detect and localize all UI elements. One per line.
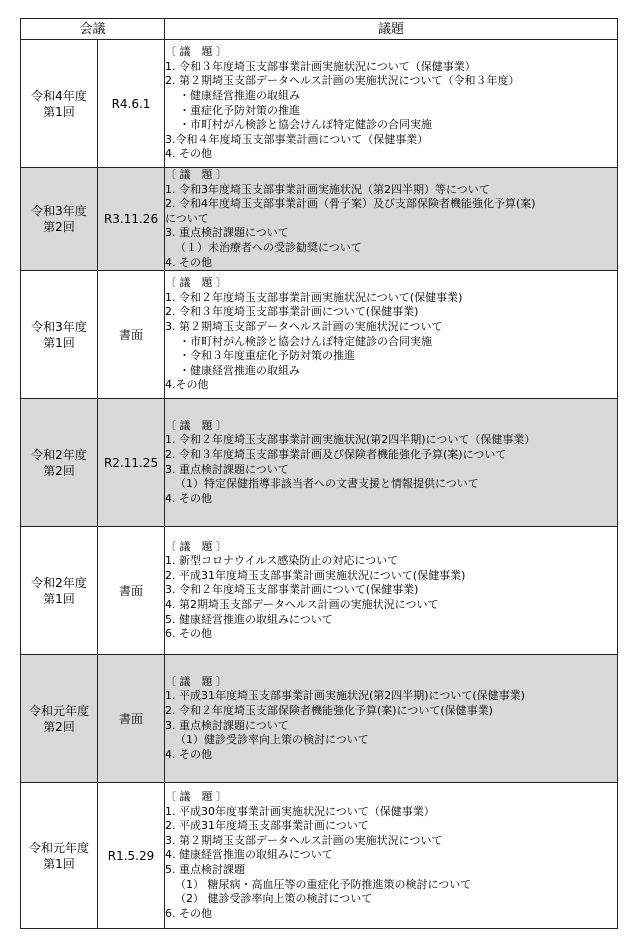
agenda-item: ・市町村がん検診と協会けんぽ特定健診の合同実施 bbox=[179, 334, 433, 348]
table-row bbox=[21, 527, 618, 655]
table-row bbox=[21, 40, 618, 168]
agenda-item: 3. 令和２年度埼玉支部事業計画について(保健事業) bbox=[165, 583, 419, 597]
agenda-item: 4.その他 bbox=[165, 378, 209, 392]
meeting-date-cell: R4.6.1 bbox=[98, 40, 165, 168]
agenda-items-cell bbox=[165, 655, 618, 783]
meeting-session-cell bbox=[21, 655, 98, 783]
session-label: 第1回 bbox=[43, 335, 75, 350]
agenda-item: （2） 健診受診率向上策の検討について bbox=[175, 892, 373, 906]
agenda-item: 2. 令和4年度埼玉支部事業計画（骨子案）及び支部保険者機能強化予算(案) bbox=[165, 197, 536, 211]
agenda-item: 3. 第２期埼玉支部データヘルス計画の実施状況について bbox=[165, 320, 443, 334]
table-row bbox=[21, 783, 618, 929]
agenda-item: 3.令和４年度埼玉支部事業計画について（保健事業） bbox=[165, 132, 429, 146]
agenda-heading: 〔 議 題 〕 bbox=[165, 789, 228, 803]
meeting-date-cell: R1.5.29 bbox=[98, 783, 165, 929]
agenda-item: ・令和３年度重症化予防対策の推進 bbox=[179, 349, 356, 363]
agenda-item: 1. 平成30年度事業計画実施状況について（保健事業） bbox=[165, 804, 435, 818]
table-row bbox=[21, 271, 618, 399]
table-body bbox=[21, 40, 618, 929]
agenda-items-cell bbox=[165, 271, 618, 399]
meeting-session-cell bbox=[21, 168, 98, 271]
meeting-session-cell bbox=[21, 271, 98, 399]
agenda-heading: 〔 議 題 〕 bbox=[165, 418, 228, 432]
session-label: 令和2年度 bbox=[31, 447, 87, 462]
agenda-item: 1. 令和２年度埼玉支部事業計画実施状況について(保健事業) bbox=[165, 290, 463, 304]
agenda-item: 3. 第２期埼玉支部データヘルス計画の実施状況について bbox=[165, 833, 443, 847]
agenda-item: ・健康経営推進の取組み bbox=[179, 88, 301, 102]
agenda-item: 1. 平成31年度埼玉支部事業計画実施状況(第2四半期)について(保健事業) bbox=[165, 689, 525, 703]
agenda-column-header: 議題 bbox=[165, 19, 618, 40]
agenda-items-cell bbox=[165, 783, 618, 929]
session-label: 令和3年度 bbox=[31, 319, 87, 334]
session-label: 第2回 bbox=[43, 463, 75, 478]
agenda-item: 3. 重点検討課題について bbox=[165, 226, 289, 240]
meeting-date-cell: 書面 bbox=[98, 271, 165, 399]
agenda-item: ・市町村がん検診と協会けんぽ特定健診の合同実施 bbox=[179, 118, 433, 132]
session-label: 第2回 bbox=[43, 220, 75, 235]
agenda-item: ・健康経営推進の取組み bbox=[179, 363, 301, 377]
meeting-session-cell bbox=[21, 783, 98, 929]
agenda-heading: 〔 議 題 〕 bbox=[165, 539, 228, 553]
meeting-agenda-table bbox=[20, 18, 618, 929]
agenda-item: 4. その他 bbox=[165, 255, 213, 269]
agenda-heading: 〔 議 題 〕 bbox=[165, 674, 228, 688]
meeting-date-cell: 書面 bbox=[98, 527, 165, 655]
agenda-item: 1. 令和３年度埼玉支部事業計画実施状況について（保健事業） bbox=[165, 59, 476, 73]
agenda-item: 2. 令和３年度埼玉支部事業計画について(保健事業) bbox=[165, 305, 419, 319]
agenda-item: 3. 重点検討課題について bbox=[165, 718, 289, 732]
table-row bbox=[21, 168, 618, 271]
agenda-items-cell bbox=[165, 399, 618, 527]
agenda-item: 4. その他 bbox=[165, 147, 213, 161]
agenda-heading: 〔 議 題 〕 bbox=[165, 168, 228, 181]
session-label: 令和2年度 bbox=[31, 575, 87, 590]
agenda-item: 5. 健康経営推進の取組みについて bbox=[165, 612, 333, 626]
agenda-items-cell bbox=[165, 40, 618, 168]
agenda-item: 1. 令和２年度埼玉支部事業計画実施状況(第2四半期)について（保健事業） bbox=[165, 433, 536, 447]
session-label: 第2回 bbox=[43, 719, 75, 734]
table-row bbox=[21, 399, 618, 527]
agenda-item: （１）未治療者への受診勧奨について bbox=[175, 240, 362, 254]
agenda-item: 2. 平成31年度埼玉支部事業計画実施状況について(保健事業) bbox=[165, 568, 466, 582]
session-label: 第1回 bbox=[43, 856, 75, 871]
agenda-item: 2. 第２期埼玉支部データヘルス計画の実施状況について（令和３年度） bbox=[165, 74, 520, 88]
agenda-item: 4. 健康経営推進の取組みについて bbox=[165, 848, 333, 862]
meeting-date-cell: R2.11.25 bbox=[98, 399, 165, 527]
agenda-item: （1）健診受診率向上策の検討について bbox=[175, 733, 369, 747]
agenda-heading: 〔 議 題 〕 bbox=[165, 45, 228, 59]
agenda-item: 6. その他 bbox=[165, 906, 213, 920]
agenda-item: 2. 令和２年度埼玉支部保険者機能強化予算(案)について(保健事業) bbox=[165, 704, 493, 718]
agenda-item: 4. 第2期埼玉支部データヘルス計画の実施状況について bbox=[165, 597, 439, 611]
agenda-item: ・重症化予防対策の推進 bbox=[179, 103, 301, 117]
agenda-item: 1. 新型コロナウイルス感染防止の対応について bbox=[165, 554, 399, 568]
session-label: 第1回 bbox=[43, 104, 75, 119]
session-label: 令和3年度 bbox=[31, 204, 87, 219]
table-row bbox=[21, 655, 618, 783]
agenda-item: 5. 重点検討課題 bbox=[165, 862, 246, 876]
meeting-session-cell bbox=[21, 527, 98, 655]
agenda-item: 4. その他 bbox=[165, 491, 213, 505]
agenda-item: 2. 平成31年度埼玉支部事業計画について bbox=[165, 819, 369, 833]
session-label: 令和元年度 bbox=[28, 703, 89, 718]
meeting-column-header: 会議 bbox=[21, 19, 165, 40]
agenda-items-cell bbox=[165, 527, 618, 655]
agenda-item: 1. 令和3年度埼玉支部事業計画実施状況（第2四半期）等について bbox=[165, 182, 490, 196]
agenda-heading: 〔 議 題 〕 bbox=[165, 276, 228, 290]
agenda-item: 2. 令和３年度埼玉支部事業計画及び保険者機能強化予算(案)について bbox=[165, 448, 507, 462]
agenda-item: （1）特定保健指導非該当者への文書支援と情報提供について bbox=[175, 477, 479, 491]
table-header-row bbox=[21, 19, 618, 40]
agenda-item: 4. その他 bbox=[165, 747, 213, 761]
meeting-session-cell bbox=[21, 399, 98, 527]
session-label: 第1回 bbox=[43, 591, 75, 606]
meeting-date-cell: R3.11.26 bbox=[98, 168, 165, 271]
meeting-date-cell: 書面 bbox=[98, 655, 165, 783]
agenda-item: （1） 糖尿病・高血圧等の重症化予防推進策の検討について bbox=[175, 877, 472, 891]
agenda-item: について bbox=[165, 211, 209, 225]
meeting-session-cell bbox=[21, 40, 98, 168]
agenda-item: 3. 重点検討課題について bbox=[165, 462, 289, 476]
agenda-items-cell bbox=[165, 168, 618, 271]
session-label: 令和4年度 bbox=[31, 88, 87, 103]
session-label: 令和元年度 bbox=[28, 840, 89, 855]
agenda-item: 6. その他 bbox=[165, 627, 213, 641]
